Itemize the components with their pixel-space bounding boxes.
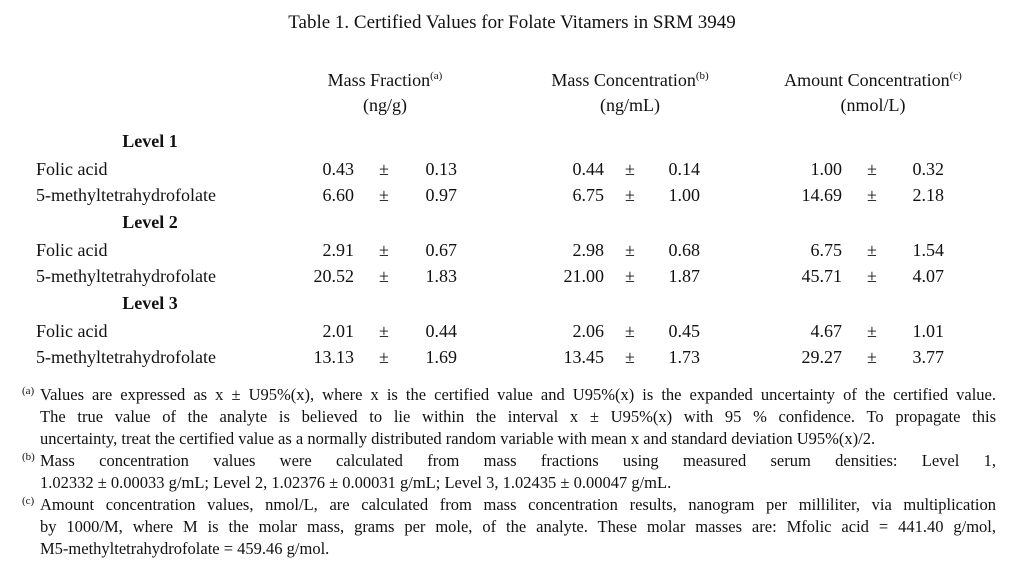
analyte-name: Folic acid (36, 240, 108, 260)
amount-concentration-value: 45.71 (801, 266, 842, 286)
footnote-ref-b: (b) (695, 70, 709, 82)
amount-concentration-value: 4.67 (810, 321, 842, 341)
amount-concentration-uncertainty: 2.18 (912, 185, 944, 205)
table-row (0, 240, 1024, 264)
footnote-line: M5-methyltetrahydrofolate = 459.46 g/mol. (40, 539, 330, 558)
column-unit: (nmol/L) (840, 95, 906, 115)
plus-minus: ± (379, 159, 389, 179)
mass-concentration-uncertainty: 0.14 (668, 159, 700, 179)
footnote-line: The true value of the analyte is believed to lie within the interval x ± U95%(x) with 95 % confidence. To propagate this (40, 407, 996, 426)
plus-minus: ± (625, 347, 635, 367)
footnote-a (22, 384, 996, 450)
analyte-name: 5-methyltetrahydrofolate (36, 185, 216, 205)
mass-fraction-value: 13.13 (313, 347, 354, 367)
mass-concentration-value: 0.44 (572, 159, 604, 179)
footnote-marker: (b) (22, 451, 35, 463)
table-row (0, 185, 1024, 209)
footnote-line: uncertainty, treat the certified value as a normally distributed random variable with mean x and standard deviation U95%(x)/2. (40, 429, 876, 448)
plus-minus: ± (867, 185, 877, 205)
mass-fraction-value: 2.01 (322, 321, 354, 341)
amount-concentration-uncertainty: 0.32 (912, 159, 944, 179)
amount-concentration-value: 6.75 (810, 240, 842, 260)
mass-fraction-uncertainty: 0.13 (425, 159, 457, 179)
mass-concentration-value: 21.00 (563, 266, 604, 286)
table-title: Table 1. Certified Values for Folate Vitamers in SRM 3949 (288, 12, 736, 33)
footnote-ref-a: (a) (430, 70, 443, 82)
mass-fraction-uncertainty: 0.44 (425, 321, 457, 341)
mass-fraction-uncertainty: 1.83 (425, 266, 457, 286)
plus-minus: ± (625, 266, 635, 286)
plus-minus: ± (867, 321, 877, 341)
mass-concentration-uncertainty: 1.00 (668, 185, 700, 205)
plus-minus: ± (379, 321, 389, 341)
level-heading: Level 2 (122, 212, 178, 232)
footnote-c (22, 494, 996, 560)
plus-minus: ± (867, 240, 877, 260)
footnote-line: Mass concentration values were calculated from mass fractions using measured serum densities: Level 1, (40, 451, 996, 470)
column-label: Amount Concentration (784, 70, 950, 90)
plus-minus: ± (379, 185, 389, 205)
mass-fraction-uncertainty: 1.69 (425, 347, 457, 367)
level-heading: Level 1 (122, 131, 178, 151)
analyte-name: 5-methyltetrahydrofolate (36, 266, 216, 286)
amount-concentration-uncertainty: 1.54 (912, 240, 944, 260)
plus-minus: ± (379, 240, 389, 260)
table-row (0, 159, 1024, 183)
mass-fraction-value: 6.60 (322, 185, 354, 205)
footnote-marker: (c) (22, 495, 35, 507)
mass-fraction-value: 20.52 (313, 266, 354, 286)
mass-concentration-value: 13.45 (563, 347, 604, 367)
analyte-name: 5-methyltetrahydrofolate (36, 347, 216, 367)
mass-concentration-value: 2.98 (572, 240, 604, 260)
mass-fraction-value: 0.43 (322, 159, 354, 179)
table-row (0, 321, 1024, 345)
footnote-line: Values are expressed as x ± U95%(x), where x is the certified value and U95%(x) is the expanded uncertainty of the certified value. (40, 385, 996, 404)
mass-concentration-uncertainty: 1.87 (668, 266, 700, 286)
footnote-b (22, 450, 996, 494)
mass-concentration-value: 6.75 (572, 185, 604, 205)
amount-concentration-value: 1.00 (810, 159, 842, 179)
mass-concentration-value: 2.06 (572, 321, 604, 341)
column-header-mass-concentration (522, 68, 738, 118)
plus-minus: ± (625, 321, 635, 341)
column-label: Mass Concentration (551, 70, 696, 90)
plus-minus: ± (625, 185, 635, 205)
column-unit: (ng/mL) (600, 95, 660, 115)
analyte-name: Folic acid (36, 321, 108, 341)
footnote-line: 1.02332 ± 0.00033 g/mL; Level 2, 1.02376 ± 0.00031 g/mL; Level 3, 1.02435 ± 0.00047 g/mL. (40, 473, 672, 492)
plus-minus: ± (867, 347, 877, 367)
column-header-amount-concentration (758, 68, 988, 118)
table-row (0, 347, 1024, 371)
footnotes (22, 384, 996, 560)
mass-fraction-uncertainty: 0.97 (425, 185, 457, 205)
plus-minus: ± (867, 159, 877, 179)
amount-concentration-value: 14.69 (801, 185, 842, 205)
plus-minus: ± (625, 159, 635, 179)
level-heading: Level 3 (122, 293, 178, 313)
plus-minus: ± (625, 240, 635, 260)
plus-minus: ± (379, 347, 389, 367)
plus-minus: ± (867, 266, 877, 286)
mass-fraction-value: 2.91 (322, 240, 354, 260)
amount-concentration-uncertainty: 4.07 (912, 266, 944, 286)
amount-concentration-uncertainty: 3.77 (912, 347, 944, 367)
amount-concentration-value: 29.27 (801, 347, 842, 367)
plus-minus: ± (379, 266, 389, 286)
mass-concentration-uncertainty: 0.68 (668, 240, 700, 260)
column-label: Mass Fraction (327, 70, 431, 90)
footnote-marker: (a) (22, 385, 35, 397)
analyte-name: Folic acid (36, 159, 108, 179)
mass-fraction-uncertainty: 0.67 (425, 240, 457, 260)
footnote-line: Amount concentration values, nmol/L, are calculated from mass concentration results, nanogram per milliliter, via multiplication (40, 495, 996, 514)
column-header-mass-fraction (300, 68, 470, 118)
column-unit: (ng/g) (363, 95, 407, 115)
amount-concentration-uncertainty: 1.01 (912, 321, 944, 341)
mass-concentration-uncertainty: 0.45 (668, 321, 700, 341)
table-row (0, 266, 1024, 290)
footnote-ref-c: (c) (949, 70, 962, 82)
mass-concentration-uncertainty: 1.73 (668, 347, 700, 367)
footnote-line: by 1000/M, where M is the molar mass, grams per mole, of the analyte. These molar masses are: Mfolic acid = 441.40 g/mol, (40, 517, 996, 536)
